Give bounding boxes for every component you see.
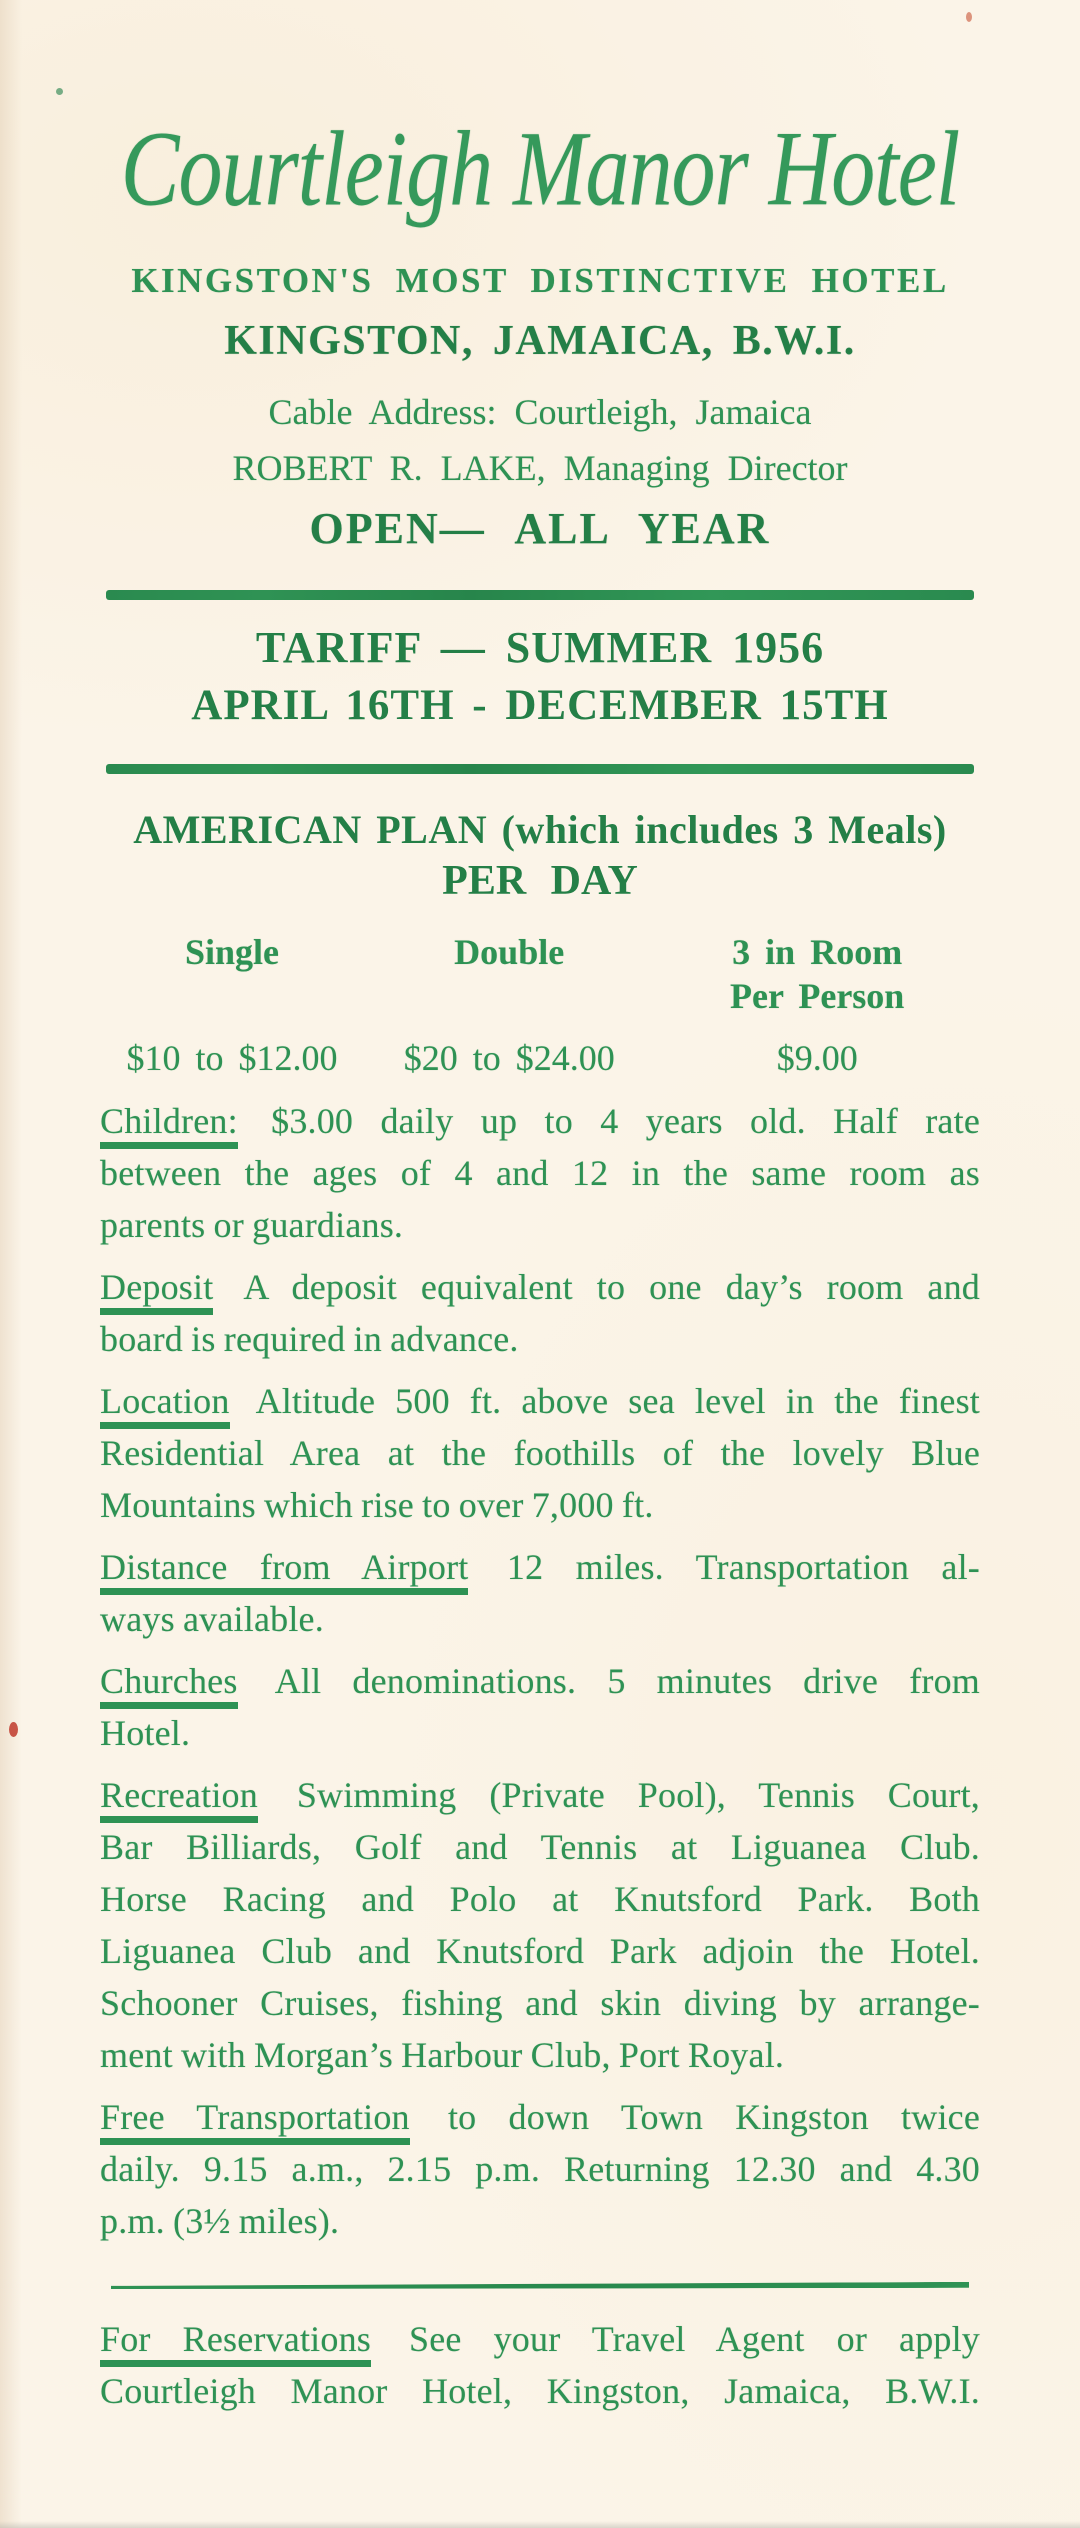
section-first-line — [100, 1655, 980, 1707]
rate-table — [100, 931, 980, 1079]
section-line: Liguanea Club and Knutsford Park adjoin the Hotel. — [100, 1930, 980, 1971]
section-location — [100, 1375, 980, 1531]
section-text: $3.00 daily up to 4 years old. Half rate — [271, 1100, 980, 1141]
section-first-line — [100, 1375, 980, 1427]
section-line: Residential Area at the foothills of the lovely Blue — [100, 1432, 980, 1473]
section-text: All denominations. 5 minutes drive from — [274, 1660, 981, 1701]
section-last-line: p.m. (3½ miles). — [100, 2200, 340, 2241]
managing-director-line: ROBERT R. LAKE, Managing Director — [232, 447, 848, 488]
hotel-script-title: Courtleigh Manor Hotel — [120, 110, 960, 230]
section-lead: Recreation — [100, 1775, 258, 1823]
section-text: Swimming (Private Pool), Tennis Court, — [296, 1774, 980, 1815]
section-deposit — [100, 1261, 980, 1365]
section-children — [100, 1095, 980, 1251]
sections — [100, 1095, 980, 2247]
section-last-line: Hotel. — [100, 1712, 191, 1753]
rate-single-value: $10 to $12.00 — [126, 1037, 338, 1078]
section-lead: Location — [100, 1381, 230, 1429]
section-lead: Churches — [100, 1661, 238, 1709]
section-line: Courtleigh Manor Hotel, Kingston, Jamaica, B.W.I. — [100, 2370, 980, 2411]
section-last-line: Mountains which rise to over 7,000 ft. — [100, 1484, 654, 1525]
section-recreation — [100, 1769, 980, 2081]
section-last-line: board is required in advance. — [100, 1318, 519, 1359]
section-first-line — [100, 1769, 980, 1821]
paper-speck — [966, 12, 972, 22]
section-churches — [100, 1655, 980, 1759]
divider-rule-top — [106, 590, 974, 600]
section-first-line — [100, 2313, 980, 2365]
plan-subheading: PER DAY — [442, 857, 638, 904]
section-text: 12 miles. Transportation al- — [506, 1546, 981, 1587]
rate-col-triple-header: 3 in Room — [732, 931, 903, 972]
rate-col-double-header: Double — [454, 931, 565, 972]
divider-rule-bottom — [106, 764, 974, 774]
section-lead: Distance from Airport — [100, 1547, 468, 1595]
section-line: between the ages of 4 and 12 in the same room as — [100, 1152, 980, 1193]
section-text: to down Town Kingston twice — [447, 2096, 980, 2137]
section-last-line: ment with Morgan’s Harbour Club, Port Royal. — [100, 2034, 785, 2075]
plan-heading: AMERICAN PLAN (which includes 3 Meals) — [133, 806, 947, 852]
section-text: See your Travel Agent or apply — [409, 2318, 981, 2359]
section-last-line: ways available. — [100, 1598, 324, 1639]
section-first-line — [100, 1261, 980, 1313]
rate-col-single-header: Single — [184, 931, 280, 972]
section-line: Horse Racing and Polo at Knutsford Park. Both — [100, 1878, 980, 1919]
rate-double-value: $20 to $24.00 — [403, 1037, 615, 1078]
section-line: daily. 9.15 a.m., 2.15 p.m. Returning 12.30 and 4.30 — [100, 2148, 980, 2189]
section-first-line — [100, 1095, 980, 1147]
section-for-reservations — [100, 2313, 980, 2417]
cable-address-line: Cable Address: Courtleigh, Jamaica — [268, 391, 812, 432]
tariff-dates-line: APRIL 16TH - DECEMBER 15TH — [191, 681, 889, 729]
divider-rule-footer — [111, 2282, 969, 2290]
section-lead: Children: — [100, 1101, 238, 1149]
green-ink-speck — [56, 88, 63, 95]
open-all-year-line: OPEN— ALL YEAR — [309, 503, 771, 553]
tariff-season-line: TARIFF — SUMMER 1956 — [255, 622, 825, 672]
section-line: Schooner Cruises, fishing and skin diving by arrange- — [100, 1982, 980, 2023]
section-text: Altitude 500 ft. above sea level in the finest — [255, 1380, 981, 1421]
section-first-line — [100, 2091, 980, 2143]
section-text: A deposit equivalent to one day’s room and — [243, 1266, 980, 1307]
section-free-transportation — [100, 2091, 980, 2247]
section-distance-from-airport — [100, 1541, 980, 1645]
city-line: KINGSTON, JAMAICA, B.W.I. — [224, 317, 856, 364]
hotel-subtitle: KINGSTON'S MOST DISTINCTIVE HOTEL — [131, 260, 949, 300]
section-first-line — [100, 1541, 980, 1593]
rate-col-triple-subheader: Per Person — [730, 975, 905, 1016]
section-lead: For Reservations — [100, 2319, 371, 2367]
section-line: Bar Billiards, Golf and Tennis at Liguanea Club. — [100, 1826, 980, 1867]
red-ink-speck — [9, 1722, 18, 1737]
section-lead: Free Transportation — [100, 2097, 410, 2145]
section-last-line: parents or guardians. — [100, 1204, 404, 1245]
rate-triple-value: $9.00 — [776, 1037, 858, 1078]
section-lead: Deposit — [100, 1267, 213, 1315]
